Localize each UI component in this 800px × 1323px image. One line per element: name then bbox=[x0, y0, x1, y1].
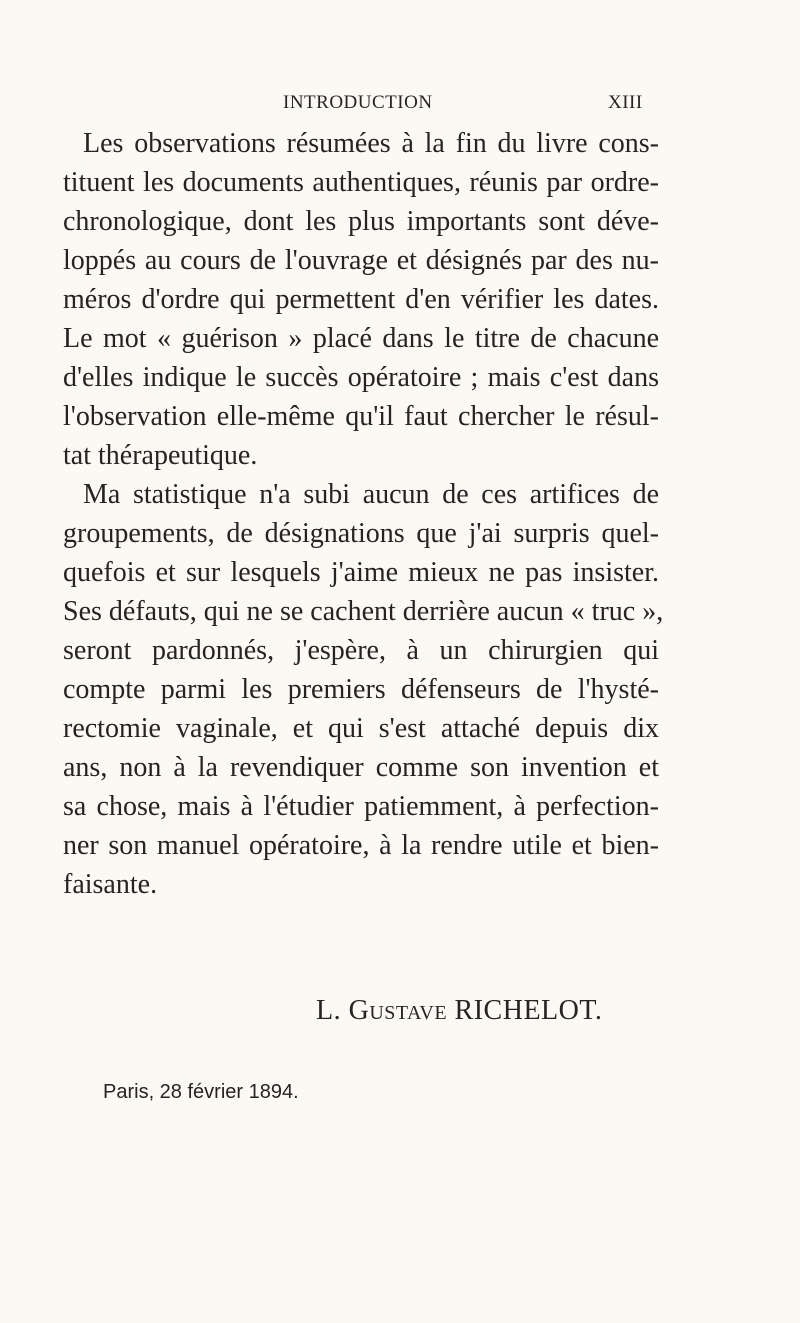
text-line: tituent les documents authentiques, réunis par ordre- bbox=[63, 167, 659, 198]
paragraph-2 bbox=[63, 475, 664, 904]
author-signature bbox=[316, 995, 602, 1027]
text-line: ner son manuel opératoire, à la rendre utile et bien- bbox=[63, 830, 659, 861]
text-line: d'elles indique le succès opératoire ; mais c'est dans bbox=[63, 362, 659, 393]
text-line: seront pardonnés, j'espère, à un chirurgien qui bbox=[63, 635, 659, 666]
text-line: faisante. bbox=[63, 869, 158, 900]
paragraph-1 bbox=[63, 124, 659, 475]
text-line: groupements, de désignations que j'ai surpris quel- bbox=[63, 518, 659, 549]
signature-last-name: RICHELOT. bbox=[454, 995, 603, 1026]
dateline: Paris, 28 février 1894. bbox=[103, 1081, 299, 1103]
text-line: Le mot « guérison » placé dans le titre de chacune bbox=[63, 323, 659, 354]
signature-first-name: Gustave bbox=[348, 995, 448, 1026]
text-line: l'observation elle-même qu'il faut chercher le résul- bbox=[63, 401, 659, 432]
text-line: Ses défauts, qui ne se cachent derrière aucun « truc », bbox=[63, 596, 664, 627]
text-line: quefois et sur lesquels j'aime mieux ne pas insister. bbox=[63, 557, 659, 588]
text-line: Les observations résumées à la fin du livre cons- bbox=[83, 128, 659, 159]
text-line: chronologique, dont les plus importants sont déve- bbox=[63, 206, 659, 237]
text-line: méros d'ordre qui permettent d'en vérifier les dates. bbox=[63, 284, 659, 315]
text-line: rectomie vaginale, et qui s'est attaché depuis dix bbox=[63, 713, 659, 744]
signature-initial: L. bbox=[316, 995, 342, 1026]
text-line: loppés au cours de l'ouvrage et désignés par des nu- bbox=[63, 245, 659, 276]
text-line: Ma statistique n'a subi aucun de ces artifices de bbox=[83, 479, 659, 510]
running-head bbox=[0, 92, 800, 122]
text-line: tat thérapeutique. bbox=[63, 440, 258, 471]
running-head-title: INTRODUCTION bbox=[283, 92, 433, 113]
body-text bbox=[63, 124, 664, 904]
text-line: compte parmi les premiers défenseurs de l'hysté- bbox=[63, 674, 659, 705]
text-line: ans, non à la revendiquer comme son invention et bbox=[63, 752, 659, 783]
page-number: XIII bbox=[608, 92, 643, 113]
text-line: sa chose, mais à l'étudier patiemment, à perfection- bbox=[63, 791, 659, 822]
